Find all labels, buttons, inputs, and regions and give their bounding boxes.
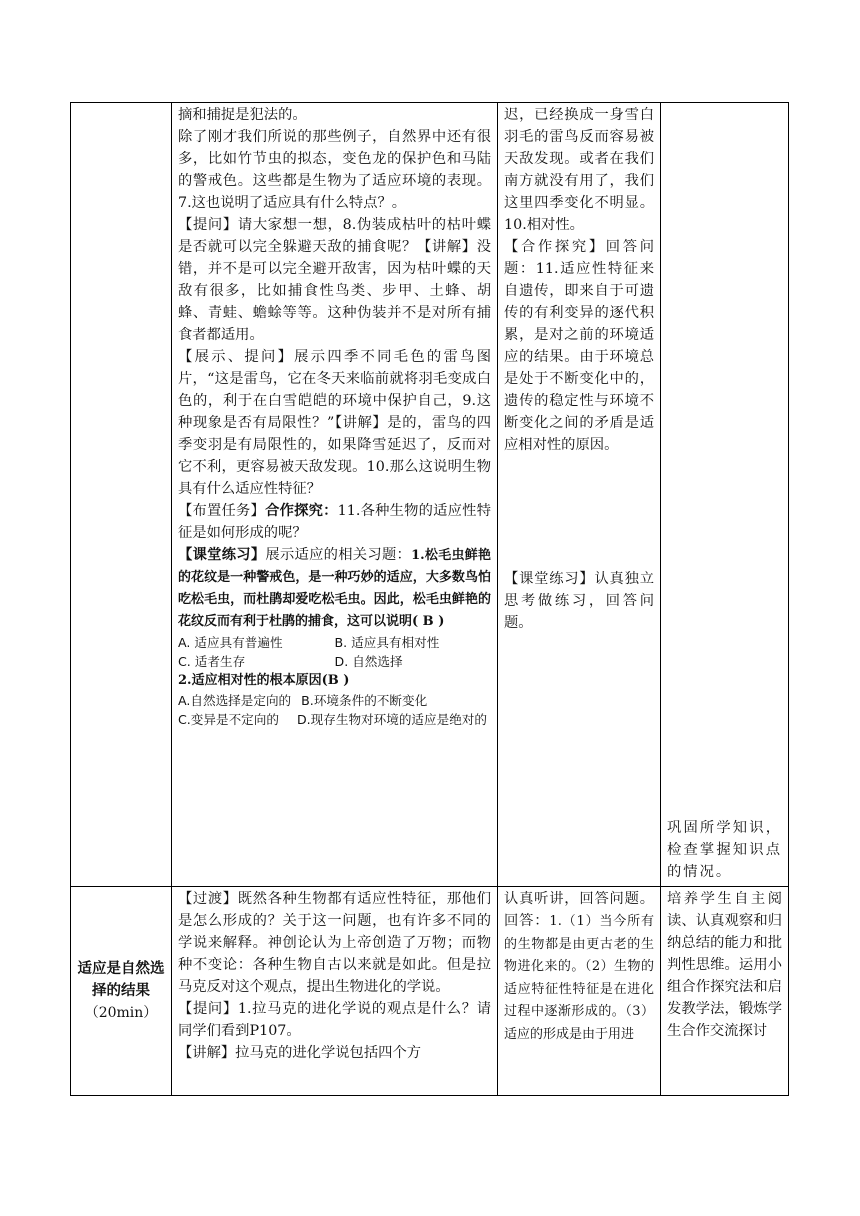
- option: B.环境条件的不断变化: [301, 693, 428, 708]
- table-row: [71, 103, 789, 887]
- paragraph: 【讲解】拉马克的进化学说包括四个方: [178, 1045, 422, 1061]
- option: B. 适应具有相对性: [334, 635, 440, 650]
- paragraph: 【提问】请大家想一想，8.伪装成枯叶的枯叶蝶是否就可以完全躲避天敌的捕食呢？【讲解】没错，并不是可以完全避开敌害，因为枯叶蝶的天敌有很多，比如捕食性鸟类、步甲、土蜂、胡蜂、青蛙、蟾蜍等等。这种伪装并不是对所有捕食者都适用。: [178, 217, 491, 343]
- options-row: [178, 710, 491, 729]
- paragraph: 1.（1）当今所有的生物都是由更古老的生物进化来的。（2）生物的适应特征性特征是在进化过程中逐渐形成的。（3）适应的形成是由于用进: [504, 914, 654, 1042]
- question-2: 2.适应相对性的根本原因(B ): [178, 673, 350, 688]
- options-row: [178, 691, 491, 710]
- paragraph: 除了刚才我们所说的那些例子，自然界中还有很多，比如竹节虫的拟态，变色龙的保护色和马陆的警戒色。这些都是生物为了适应环境的表现。7.这也说明了适应具有什么特点？。: [178, 129, 491, 211]
- bold-label: 合作探究：: [265, 503, 338, 519]
- student-activity-cell: [498, 103, 661, 887]
- option: A. 适应具有普遍性: [178, 635, 283, 650]
- option: D. 自然选择: [334, 654, 403, 669]
- text: 展示适应的相关习题：: [265, 547, 412, 563]
- options-row: [178, 652, 491, 671]
- section-title-cell: [71, 887, 172, 1096]
- question-1: 1.松毛虫鲜艳的花纹是一种警戒色，是一种巧妙的适应，大多数鸟怕吃松毛虫，而杜鹃却爱吃松毛虫。因此，松毛虫鲜艳的花纹反而有利于杜鹃的捕食，这可以说明( B ): [178, 548, 492, 629]
- section-cell-empty: [71, 103, 172, 887]
- option: A.自然选择是定向的: [178, 693, 292, 708]
- text: 11.各种生物的适应性特征是如何形成的呢？: [178, 503, 491, 541]
- paragraph: 迟，已经换成一身雪白羽毛的雷鸟反而容易被天敌发现。或者在我们南方就没有用了，我们这里四季变化不明显。10.相对性。: [504, 107, 654, 233]
- paragraph: 【课堂练习】认真独立思考做练习，回答问题。: [504, 571, 654, 631]
- paragraph: 认真听讲，回答问题。回答：: [504, 891, 654, 929]
- lesson-plan-table: [70, 102, 789, 1096]
- paragraph: [178, 544, 491, 632]
- paragraph: 巩固所学知识，检查掌握知识点的情况。: [667, 820, 782, 880]
- label: 【布置任务】: [178, 503, 266, 519]
- teacher-activity-cell: [172, 103, 498, 887]
- paragraph: 【合作探究】回答问题：11.适应性特征来自遗传，即来自于可遗传的有利变异的逐代积累，是对之前的环境适应的结果。由于环境总是处于不断变化中的，遗传的稳定性与环境不断变化之间的矛盾是适应相对性的原因。: [504, 239, 654, 453]
- paragraph: 【过渡】既然各种生物都有适应性特征，那他们是怎么形成的？关于这一问题，也有许多不同的学说来解释。神创论认为上帝创造了万物；而物种不变论：各种生物自古以来就是如此。但是拉马克反对这个观点，提出生物进化的学说。: [178, 891, 491, 995]
- teacher-activity-cell: [172, 887, 498, 1096]
- option: D.现存生物对环境的适应是绝对的: [296, 712, 487, 727]
- section-duration: （20min）: [84, 1005, 158, 1021]
- student-activity-cell: [498, 887, 661, 1096]
- option: C.变异是不定向的: [178, 712, 279, 727]
- option: C. 适者生存: [178, 654, 246, 669]
- bold-label: 【课堂练习】: [178, 547, 266, 563]
- options-row: [178, 633, 491, 652]
- paragraph: 摘和捕捉是犯法的。: [178, 107, 307, 123]
- paragraph: 培养学生自主阅读、认真观察和归纳总结的能力和批判性思维。运用小组合作探究法和启发教学法，锻炼学生合作交流探讨: [667, 891, 782, 1039]
- design-intent-cell: [661, 103, 789, 887]
- table-row: [71, 887, 789, 1096]
- paragraph: [178, 500, 491, 544]
- section-title: 适应是自然选择的结果: [77, 961, 165, 999]
- paragraph: 【展示、提问】展示四季不同毛色的雷鸟图片，“这是雷鸟，它在冬天来临前就将羽毛变成白色的，利于在白雪皑皑的环境中保护自己，9.这种现象是否有局限性？”【讲解】是的，雷鸟的四季变羽是有局限性的，如果降雪延迟了，反而对它不利，更容易被天敌发现。10.那么这说明生物具有什么适应性特征？: [178, 349, 491, 497]
- design-intent-cell: [661, 887, 789, 1096]
- paragraph: 【提问】1.拉马克的进化学说的观点是什么？请同学们看到P107。: [178, 1001, 491, 1039]
